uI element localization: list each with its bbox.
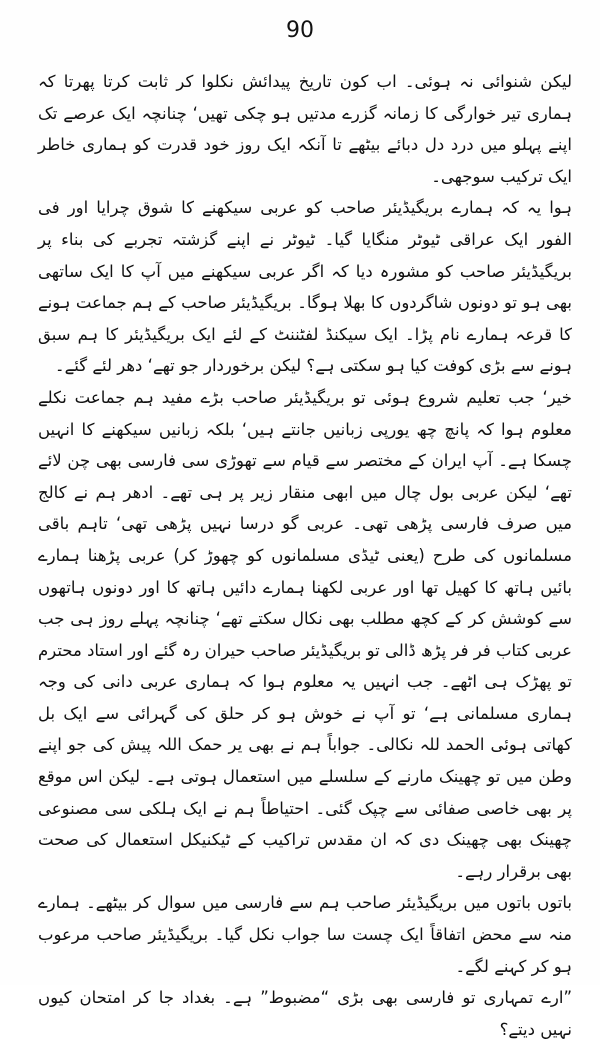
paragraph-1: لیکن شنوائی نہ ہوئی۔ اب کون تاریخ پیدائش نکلوا کر ثابت کرتا پھرتا کہ ہماری تیر خوارگی کا زمانہ گزرے مدتیں ہو چکی تھیں‘ چنانچہ ایک عرصے تک اپنے پہلو میں درد دل دبائے بیٹھے تا آنکہ ایک روز خود قدرت کو ہماری خاطر ایک ترکیب سوجھی۔ — [38, 72, 572, 186]
paragraph-5: ”ارے تمہاری تو فارسی بھی بڑی “مضبوط” ہے۔ بغداد جا کر امتحان کیوں نہیں دیتے؟ — [38, 988, 572, 1039]
paragraph-2: ہوا یہ کہ ہمارے بریگیڈیئر صاحب کو عربی سیکھنے کا شوق چرایا اور فی الفور ایک عراقی ٹیوٹر منگایا گیا۔ ٹیوٹر نے اپنے گزشتہ تجربے کی بناء پر بریگیڈیئر صاحب کو مشورہ دیا کہ اگر عربی سیکھنے میں آپ کا ایک ساتھی بھی ہو تو دونوں شاگردوں کا بھلا ہوگا۔ بریگیڈیئر صاحب کے ہم جماعت ہونے کا قرعہ ہمارے نام پڑا۔ ایک سیکنڈ لفٹننٹ کے لئے ایک بریگیڈیئر کا ہم سبق ہونے سے بڑی کوفت کیا ہو سکتی ہے؟ لیکن برخوردار جو تھے‘ دھر لئے گئے۔ — [38, 198, 572, 376]
paragraph-4: باتوں باتوں میں بریگیڈیئر صاحب ہم سے فارسی میں سوال کر بیٹھے۔ ہمارے منہ سے محض اتفاقاً ایک چست سا جواب نکل گیا۔ بریگیڈیئر صاحب مرعوب ہو کر کہنے لگے۔ — [38, 893, 572, 976]
paragraph-3: خیر‘ جب تعلیم شروع ہوئی تو بریگیڈیئر صاحب بڑے مفید ہم جماعت نکلے معلوم ہوا کہ پانچ چھ یورپی زبانیں جانتے ہیں‘ بلکہ زبانیں سیکھنے کا انہیں چسکا ہے۔ آپ ایران کے مختصر سے قیام سے تھوڑی سی فارسی بھی چن لائے تھے‘ لیکن عربی بول چال میں ابھی منقار زیر پر ہی تھے۔ ادھر ہم نے کالج میں صرف فارسی پڑھی تھی۔ عربی گو درسا نہیں پڑھی تھی‘ تاہم باقی مسلمانوں کی طرح (یعنی ٹیڈی مسلمانوں کو چھوڑ کر) عربی پڑھنا ہمارے بائیں ہاتھ کا کھیل تھا اور عربی لکھنا ہمارے دائیں ہاتھ کا اور دونوں ہاتھوں سے کوشش کر کے کچھ مطلب بھی نکال سکتے تھے‘ چنانچہ پہلے روز ہی جب عربی کتاب فر فر پڑھ ڈالی تو بریگیڈیئر صاحب حیران رہ گئے اور استاد محترم تو پھڑک ہی اٹھے۔ جب انہیں یہ معلوم ہوا کہ ہماری عربی دانی کی وجہ ہماری مسلمانی ہے‘ تو آپ نے خوش ہو کر حلق کی گہرائی سے ایک بل کھاتی ہوئی الحمد للہ نکالی۔ جواباً ہم نے بھی یر حمک اللہ پیش کی جو اپنے وطن میں تو چھینک مارنے کے سلسلے میں استعمال ہوتی ہے۔ لیکن اس موقع پر بھی خاصی صفائی سے چپک گئی۔ احتیاطاً ہم نے ایک ہلکی سی مصنوعی چھینک بھی چھینک دی کہ ان مقدس تراکیب کے ٹیکنیکل استعمال کی صحت بھی برقرار رہے۔ — [38, 387, 572, 881]
page-body-text — [38, 66, 572, 1045]
page-number: 90 — [286, 18, 314, 43]
